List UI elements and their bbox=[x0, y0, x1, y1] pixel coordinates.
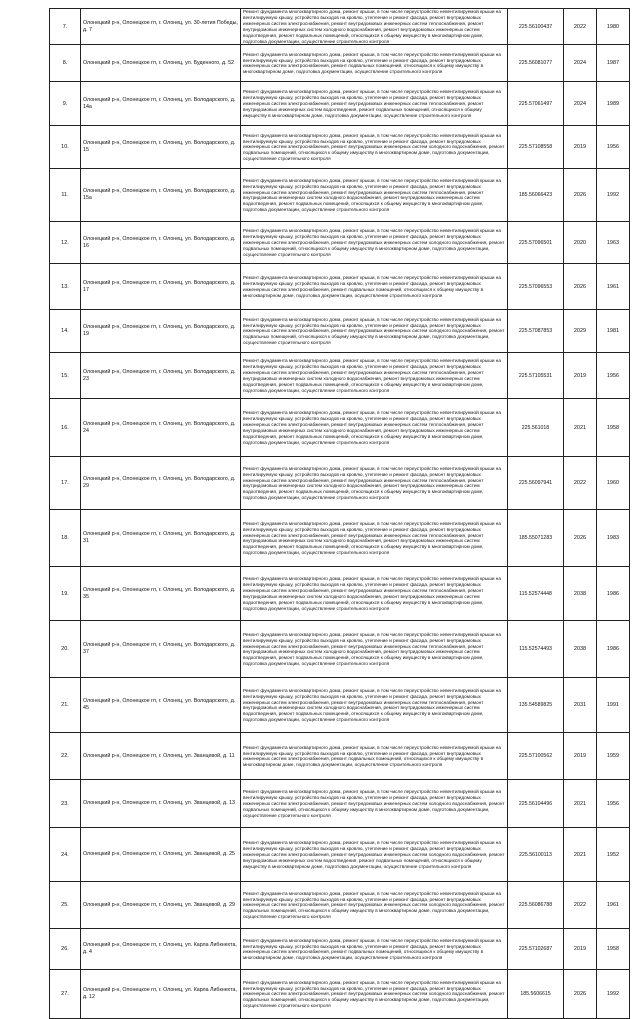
row-number: 24. bbox=[50, 828, 81, 882]
build-year: 1960 bbox=[597, 457, 630, 510]
table-row bbox=[50, 828, 630, 882]
row-number: 22. bbox=[50, 733, 81, 780]
row-number: 26. bbox=[50, 929, 81, 970]
build-year: 1958 bbox=[597, 929, 630, 970]
works-description: Ремонт фундамента многоквартирного дома, ремонт крыши, в том числе переустройство невентилируемой крыши на вентилируемую крышу, устройство выходов на кровлю, утепление и ремонт фасада, ремонт внутридомовых инженерных систем электроснабжения, ремонт внутридомовых инженерных систем теплоснабжения, ремонт внутридомовых инженерных систем холодного водоснабжения, ремонт внутридомовых инженерных систем водоотведения, ремонт подвальных помещений, относящихся к общему имуществу в многоквартирном доме, подготовка документации, осуществление строительного контроля bbox=[241, 399, 508, 457]
build-year: 1952 bbox=[597, 828, 630, 882]
cadastral-value: 115.52574448 bbox=[508, 567, 564, 621]
cadastral-value: 225.57108558 bbox=[508, 126, 564, 169]
cadastral-value: 225.57061497 bbox=[508, 82, 564, 126]
works-description: Ремонт фундамента многоквартирного дома, ремонт крыши, в том числе переустройство невентилируемой крыши на вентилируемую крышу, устройство выходов на кровлю, утепление и ремонт фасада, ремонт внутридомовых инженерных систем электроснабжения, ремонт внутридомовых инженерных систем теплоснабжения, ремонт внутридомовых инженерных систем холодного водоснабжения, ремонт внутридомовых инженерных систем водоотведения, ремонт подвальных помещений, относящихся к общему имуществу в многоквартирном доме, подготовка документации, осуществление строительного контроля bbox=[241, 9, 508, 45]
house-address: Олонецкий р-н, Олонецкое гп, г. Олонец, ул. Володарского, д. 17 bbox=[81, 264, 241, 310]
works-description: Ремонт фундамента многоквартирного дома, ремонт крыши, в том числе переустройство невентилируемой крыши на вентилируемую крышу, устройство выходов на кровлю, утепление и ремонт фасада, ремонт внутридомовых инженерных систем электроснабжения, ремонт внутридомовых инженерных систем теплоснабжения, ремонт внутридомовых инженерных систем холодного водоснабжения, ремонт внутридомовых инженерных систем водоотведения, ремонт подвальных помещений, относящихся к общему имуществу в многоквартирном доме, подготовка документации, осуществление строительного контроля bbox=[241, 169, 508, 222]
cadastral-value: 225.56081077 bbox=[508, 45, 564, 82]
repair-year: 2020 bbox=[564, 222, 597, 264]
house-address: Олонецкий р-н, Олонецкое гп, г. Олонец, ул. Володарского, д. 19 bbox=[81, 310, 241, 353]
repair-year: 2026 bbox=[564, 264, 597, 310]
cadastral-value: 225.56100437 bbox=[508, 9, 564, 45]
repair-year: 2022 bbox=[564, 457, 597, 510]
build-year: 1981 bbox=[597, 310, 630, 353]
table-row bbox=[50, 82, 630, 126]
houses-table bbox=[49, 8, 630, 1019]
works-description: Ремонт фундамента многоквартирного дома, ремонт крыши, в том числе переустройство невентилируемой крыши на вентилируемую крышу, устройство выходов на кровлю, утепление и ремонт фасада, ремонт внутридомовых инженерных систем электроснабжения, ремонт подвальных помещений, относящихся к общему имуществу в многоквартирном доме, подготовка документации, осуществление строительного контроля bbox=[241, 45, 508, 82]
works-description: Ремонт фундамента многоквартирного дома, ремонт крыши, в том числе переустройство невентилируемой крыши на вентилируемую крышу, устройство выходов на кровлю, утепление и ремонт фасада, ремонт внутридомовых инженерных систем электроснабжения, ремонт внутридомовых инженерных систем теплоснабжения, ремонт внутридомовых инженерных систем холодного водоснабжения, ремонт внутридомовых инженерных систем водоотведения, ремонт подвальных помещений, относящихся к общему имуществу в многоквартирном доме, подготовка документации, осуществление строительного контроля bbox=[241, 621, 508, 678]
table-row bbox=[50, 45, 630, 82]
works-description: Ремонт фундамента многоквартирного дома, ремонт крыши, в том числе переустройство невентилируемой крыши на вентилируемую крышу, устройство выходов на кровлю, утепление и ремонт фасада, ремонт внутридомовых инженерных систем электроснабжения, ремонт внутридомовых инженерных систем холодного водоснабжения, ремонт подвальных помещений, относящихся к общему имуществу в многоквартирном доме, подготовка документации, осуществление строительного контроля bbox=[241, 780, 508, 828]
row-number: 25. bbox=[50, 882, 81, 929]
table-row bbox=[50, 882, 630, 929]
house-address: Олонецкий р-н, Олонецкое гп, г. Олонец, ул. Званцевой, д. 13 bbox=[81, 780, 241, 828]
row-number: 7. bbox=[50, 9, 81, 45]
works-description: Ремонт фундамента многоквартирного дома, ремонт крыши, в том числе переустройство невентилируемой крыши на вентилируемую крышу, устройство выходов на кровлю, утепление и ремонт фасада, ремонт внутридомовых инженерных систем электроснабжения, ремонт внутридомовых инженерных систем теплоснабжения, ремонт внутридомовых инженерных систем холодного водоснабжения, ремонт внутридомовых инженерных систем водоотведения, ремонт подвальных помещений, относящихся к общему имуществу в многоквартирном доме, подготовка документации, осуществление строительного контроля bbox=[241, 567, 508, 621]
cadastral-value: 225.57096553 bbox=[508, 264, 564, 310]
house-address: Олонецкий р-н, Олонецкое гп, г. Олонец, ул. Володарского, д. 23 bbox=[81, 353, 241, 399]
works-description: Ремонт фундамента многоквартирного дома, ремонт крыши, в том числе переустройство невентилируемой крыши на вентилируемую крышу, устройство выходов на кровлю, утепление и ремонт фасада, ремонт внутридомовых инженерных систем электроснабжения, ремонт внутридомовых инженерных систем холодного водоснабжения, ремонт подвальных помещений, относящихся к общему имуществу в многоквартирном доме, подготовка документации, осуществление строительного контроля bbox=[241, 126, 508, 169]
works-description: Ремонт фундамента многоквартирного дома, ремонт крыши, в том числе переустройство невентилируемой крыши на вентилируемую крышу, устройство выходов на кровлю, утепление и ремонт фасада, ремонт внутридомовых инженерных систем электроснабжения, ремонт подвальных помещений, относящихся к общему имуществу в многоквартирном доме, подготовка документации, осуществление строительного контроля bbox=[241, 929, 508, 970]
table-row bbox=[50, 399, 630, 457]
house-address: Олонецкий р-н, Олонецкое гп, г. Олонец, ул. Карла Либкнехта, д. 4 bbox=[81, 929, 241, 970]
repair-year: 2038 bbox=[564, 621, 597, 678]
house-address: Олонецкий р-н, Олонецкое гп, г. Олонец, ул. Володарского, д. 24 bbox=[81, 399, 241, 457]
works-description: Ремонт фундамента многоквартирного дома, ремонт крыши, в том числе переустройство невентилируемой крыши на вентилируемую крышу, устройство выходов на кровлю, утепление и ремонт фасада, ремонт внутридомовых инженерных систем электроснабжения, ремонт внутридомовых инженерных систем холодного водоснабжения, ремонт подвальных помещений, относящихся к общему имуществу в многоквартирном доме, подготовка документации, осуществление строительного контроля bbox=[241, 970, 508, 1019]
table-row bbox=[50, 780, 630, 828]
table-row bbox=[50, 678, 630, 733]
repair-year: 2026 bbox=[564, 169, 597, 222]
cadastral-value: 225.57096501 bbox=[508, 222, 564, 264]
row-number: 20. bbox=[50, 621, 81, 678]
row-number: 10. bbox=[50, 126, 81, 169]
table-row bbox=[50, 457, 630, 510]
repair-year: 2019 bbox=[564, 733, 597, 780]
build-year: 1991 bbox=[597, 678, 630, 733]
build-year: 1956 bbox=[597, 780, 630, 828]
house-address: Олонецкий р-н, Олонецкое гп, г. Олонец, ул. Карла Либкнехта, д. 12 bbox=[81, 970, 241, 1019]
works-description: Ремонт фундамента многоквартирного дома, ремонт крыши, в том числе переустройство невентилируемой крыши на вентилируемую крышу, устройство выходов на кровлю, утепление и ремонт фасада, ремонт внутридомовых инженерных систем электроснабжения, ремонт подвальных помещений, относящихся к общему имуществу в многоквартирном доме, подготовка документации, осуществление строительного контроля bbox=[241, 264, 508, 310]
build-year: 1963 bbox=[597, 222, 630, 264]
row-number: 27. bbox=[50, 970, 81, 1019]
house-address: Олонецкий р-н, Олонецкое гп, г. Олонец, ул. Буденного, д. 52 bbox=[81, 45, 241, 82]
build-year: 1986 bbox=[597, 621, 630, 678]
works-description: Ремонт фундамента многоквартирного дома, ремонт крыши, в том числе переустройство невентилируемой крыши на вентилируемую крышу, устройство выходов на кровлю, утепление и ремонт фасада, ремонт внутридомовых инженерных систем электроснабжения, ремонт внутридомовых инженерных систем теплоснабжения, ремонт внутридомовых инженерных систем холодного водоснабжения, ремонт внутридомовых инженерных систем водоотведения, ремонт подвальных помещений, относящихся к общему имуществу в многоквартирном доме, подготовка документации, осуществление строительного контроля bbox=[241, 678, 508, 733]
row-number: 19. bbox=[50, 567, 81, 621]
repair-year: 2024 bbox=[564, 45, 597, 82]
build-year: 1961 bbox=[597, 882, 630, 929]
house-address: Олонецкий р-н, Олонецкое гп, г. Олонец, ул. 30-летия Победы, д. 7 bbox=[81, 9, 241, 45]
repair-year: 2021 bbox=[564, 399, 597, 457]
house-address: Олонецкий р-н, Олонецкое гп, г. Олонец, ул. Володарского, д. 37 bbox=[81, 621, 241, 678]
cadastral-value: 225.57100562 bbox=[508, 733, 564, 780]
table-row bbox=[50, 733, 630, 780]
row-number: 11. bbox=[50, 169, 81, 222]
repair-year: 2019 bbox=[564, 126, 597, 169]
table-row bbox=[50, 970, 630, 1019]
repair-year: 2026 bbox=[564, 510, 597, 567]
repair-year: 2022 bbox=[564, 882, 597, 929]
build-year: 1956 bbox=[597, 353, 630, 399]
build-year: 1986 bbox=[597, 567, 630, 621]
works-description: Ремонт фундамента многоквартирного дома, ремонт крыши, в том числе переустройство невентилируемой крыши на вентилируемую крышу, устройство выходов на кровлю, утепление и ремонт фасада, ремонт внутридомовых инженерных систем электроснабжения, ремонт подвальных помещений, относящихся к общему имуществу в многоквартирном доме, подготовка документации, осуществление строительного контроля bbox=[241, 733, 508, 780]
cadastral-value: 225.561018 bbox=[508, 399, 564, 457]
build-year: 1992 bbox=[597, 169, 630, 222]
cadastral-value: 185.5606615 bbox=[508, 970, 564, 1019]
row-number: 13. bbox=[50, 264, 81, 310]
build-year: 1983 bbox=[597, 510, 630, 567]
repair-year: 2019 bbox=[564, 929, 597, 970]
cadastral-value: 225.56086788 bbox=[508, 882, 564, 929]
works-description: Ремонт фундамента многоквартирного дома, ремонт крыши, в том числе переустройство невентилируемой крыши на вентилируемую крышу, устройство выходов на кровлю, утепление и ремонт фасада, ремонт внутридомовых инженерных систем электроснабжения, ремонт внутридомовых инженерных систем теплоснабжения, ремонт внутридомовых инженерных систем холодного водоснабжения, ремонт внутридомовых инженерных систем водоотведения, ремонт подвальных помещений, относящихся к общему имуществу в многоквартирном доме, подготовка документации, осуществление строительного контроля bbox=[241, 457, 508, 510]
cadastral-value: 225.57102687 bbox=[508, 929, 564, 970]
cadastral-value: 135.54589825 bbox=[508, 678, 564, 733]
table-row bbox=[50, 9, 630, 45]
house-address: Олонецкий р-н, Олонецкое гп, г. Олонец, ул. Званцевой, д. 11 bbox=[81, 733, 241, 780]
row-number: 8. bbox=[50, 45, 81, 82]
works-description: Ремонт фундамента многоквартирного дома, ремонт крыши, в том числе переустройство невентилируемой крыши на вентилируемую крышу, устройство выходов на кровлю, утепление и ремонт фасада, ремонт внутридомовых инженерных систем электроснабжения, ремонт внутридомовых инженерных систем холодного водоснабжения, ремонт подвальных помещений, относящихся к общему имуществу в многоквартирном доме, подготовка документации, осуществление строительного контроля bbox=[241, 882, 508, 929]
house-address: Олонецкий р-н, Олонецкое гп, г. Олонец, ул. Володарского, д. 31 bbox=[81, 510, 241, 567]
works-description: Ремонт фундамента многоквартирного дома, ремонт крыши, в том числе переустройство невентилируемой крыши на вентилируемую крышу, устройство выходов на кровлю, утепление и ремонт фасада, ремонт внутридомовых инженерных систем электроснабжения, ремонт внутридомовых инженерных систем холодного водоснабжения, ремонт подвальных помещений, относящихся к общему имуществу в многоквартирном доме, подготовка документации, осуществление строительного контроля bbox=[241, 310, 508, 353]
row-number: 17. bbox=[50, 457, 81, 510]
cadastral-value: 185.56066423 bbox=[508, 169, 564, 222]
cadastral-value: 225.56104496 bbox=[508, 780, 564, 828]
repair-year: 2026 bbox=[564, 970, 597, 1019]
repair-year: 2021 bbox=[564, 828, 597, 882]
cadastral-value: 225.57087853 bbox=[508, 310, 564, 353]
build-year: 1956 bbox=[597, 126, 630, 169]
cadastral-value: 225.56097941 bbox=[508, 457, 564, 510]
house-address: Олонецкий р-н, Олонецкое гп, г. Олонец, ул. Володарского, д. 15 bbox=[81, 126, 241, 169]
build-year: 1958 bbox=[597, 399, 630, 457]
row-number: 9. bbox=[50, 82, 81, 126]
table-row bbox=[50, 510, 630, 567]
repair-year: 2024 bbox=[564, 82, 597, 126]
works-description: Ремонт фундамента многоквартирного дома, ремонт крыши, в том числе переустройство невентилируемой крыши на вентилируемую крышу, устройство выходов на кровлю, утепление и ремонт фасада, ремонт внутридомовых инженерных систем электроснабжения, ремонт внутридомовых инженерных систем теплоснабжения, ремонт внутридомовых инженерных систем водоотведения, ремонт подвальных помещений, относящихся к общему имуществу в многоквартирном доме, подготовка документации, осуществление строительного контроля bbox=[241, 82, 508, 126]
house-address: Олонецкий р-н, Олонецкое гп, г. Олонец, ул. Володарского, д. 15а bbox=[81, 169, 241, 222]
cadastral-value: 185.55071283 bbox=[508, 510, 564, 567]
table-row bbox=[50, 621, 630, 678]
house-address: Олонецкий р-н, Олонецкое гп, г. Олонец, ул. Володарского, д. 45 bbox=[81, 678, 241, 733]
works-description: Ремонт фундамента многоквартирного дома, ремонт крыши, в том числе переустройство невентилируемой крыши на вентилируемую крышу, устройство выходов на кровлю, утепление и ремонт фасада, ремонт внутридомовых инженерных систем электроснабжения, ремонт внутридомовых инженерных систем теплоснабжения, ремонт внутридомовых инженерных систем холодного водоснабжения, ремонт внутридомовых инженерных систем водоотведения, ремонт подвальных помещений, относящихся к общему имуществу в многоквартирном доме, подготовка документации, осуществление строительного контроля bbox=[241, 353, 508, 399]
repair-year: 2029 bbox=[564, 310, 597, 353]
build-year: 1980 bbox=[597, 9, 630, 45]
row-number: 16. bbox=[50, 399, 81, 457]
table-row bbox=[50, 126, 630, 169]
table-row bbox=[50, 222, 630, 264]
table-row bbox=[50, 567, 630, 621]
house-address: Олонецкий р-н, Олонецкое гп, г. Олонец, ул. Володарского, д. 29 bbox=[81, 457, 241, 510]
repair-year: 2022 bbox=[564, 9, 597, 45]
build-year: 1992 bbox=[597, 970, 630, 1019]
repair-year: 2019 bbox=[564, 353, 597, 399]
row-number: 14. bbox=[50, 310, 81, 353]
house-address: Олонецкий р-н, Олонецкое гп, г. Олонец, ул. Володарского, д. 16 bbox=[81, 222, 241, 264]
cadastral-value: 225.56100113 bbox=[508, 828, 564, 882]
table-row bbox=[50, 929, 630, 970]
build-year: 1961 bbox=[597, 264, 630, 310]
repair-year: 2038 bbox=[564, 567, 597, 621]
house-address: Олонецкий р-н, Олонецкое гп, г. Олонец, ул. Званцевой, д. 25 bbox=[81, 828, 241, 882]
repair-year: 2031 bbox=[564, 678, 597, 733]
build-year: 1989 bbox=[597, 82, 630, 126]
house-address: Олонецкий р-н, Олонецкое гп, г. Олонец, ул. Володарского, д. 35 bbox=[81, 567, 241, 621]
cadastral-value: 225.57105531 bbox=[508, 353, 564, 399]
row-number: 12. bbox=[50, 222, 81, 264]
row-number: 18. bbox=[50, 510, 81, 567]
table-row bbox=[50, 169, 630, 222]
works-description: Ремонт фундамента многоквартирного дома, ремонт крыши, в том числе переустройство невентилируемой крыши на вентилируемую крышу, устройство выходов на кровлю, утепление и ремонт фасада, ремонт внутридомовых инженерных систем электроснабжения, ремонт внутридомовых инженерных систем холодного водоснабжения, ремонт подвальных помещений, относящихся к общему имуществу в многоквартирном доме, подготовка документации, осуществление строительного контроля bbox=[241, 222, 508, 264]
cadastral-value: 115.52574493 bbox=[508, 621, 564, 678]
table-row bbox=[50, 353, 630, 399]
works-description: Ремонт фундамента многоквартирного дома, ремонт крыши, в том числе переустройство невентилируемой крыши на вентилируемую крышу, устройство выходов на кровлю, утепление и ремонт фасада, ремонт внутридомовых инженерных систем электроснабжения, ремонт внутридомовых инженерных систем теплоснабжения, ремонт внутридомовых инженерных систем холодного водоснабжения, ремонт внутридомовых инженерных систем водоотведения, ремонт подвальных помещений, относящихся к общему имуществу в многоквартирном доме, подготовка документации, осуществление строительного контроля bbox=[241, 510, 508, 567]
works-description: Ремонт фундамента многоквартирного дома, ремонт крыши, в том числе переустройство невентилируемой крыши на вентилируемую крышу, устройство выходов на кровлю, утепление и ремонт фасада, ремонт внутридомовых инженерных систем электроснабжения, ремонт внутридомовых инженерных систем холодного водоснабжения, ремонт внутридомовых инженерных систем водоотведения, ремонт подвальных помещений, относящихся к общему имуществу в многоквартирном доме, подготовка документации, осуществление строительного контроля bbox=[241, 828, 508, 882]
build-year: 1987 bbox=[597, 45, 630, 82]
table-row bbox=[50, 310, 630, 353]
row-number: 15. bbox=[50, 353, 81, 399]
row-number: 21. bbox=[50, 678, 81, 733]
row-number: 23. bbox=[50, 780, 81, 828]
build-year: 1959 bbox=[597, 733, 630, 780]
house-address: Олонецкий р-н, Олонецкое гп, г. Олонец, ул. Володарского, д. 14а bbox=[81, 82, 241, 126]
table-row bbox=[50, 264, 630, 310]
house-address: Олонецкий р-н, Олонецкое гп, г. Олонец, ул. Званцевой, д. 29 bbox=[81, 882, 241, 929]
repair-year: 2021 bbox=[564, 780, 597, 828]
